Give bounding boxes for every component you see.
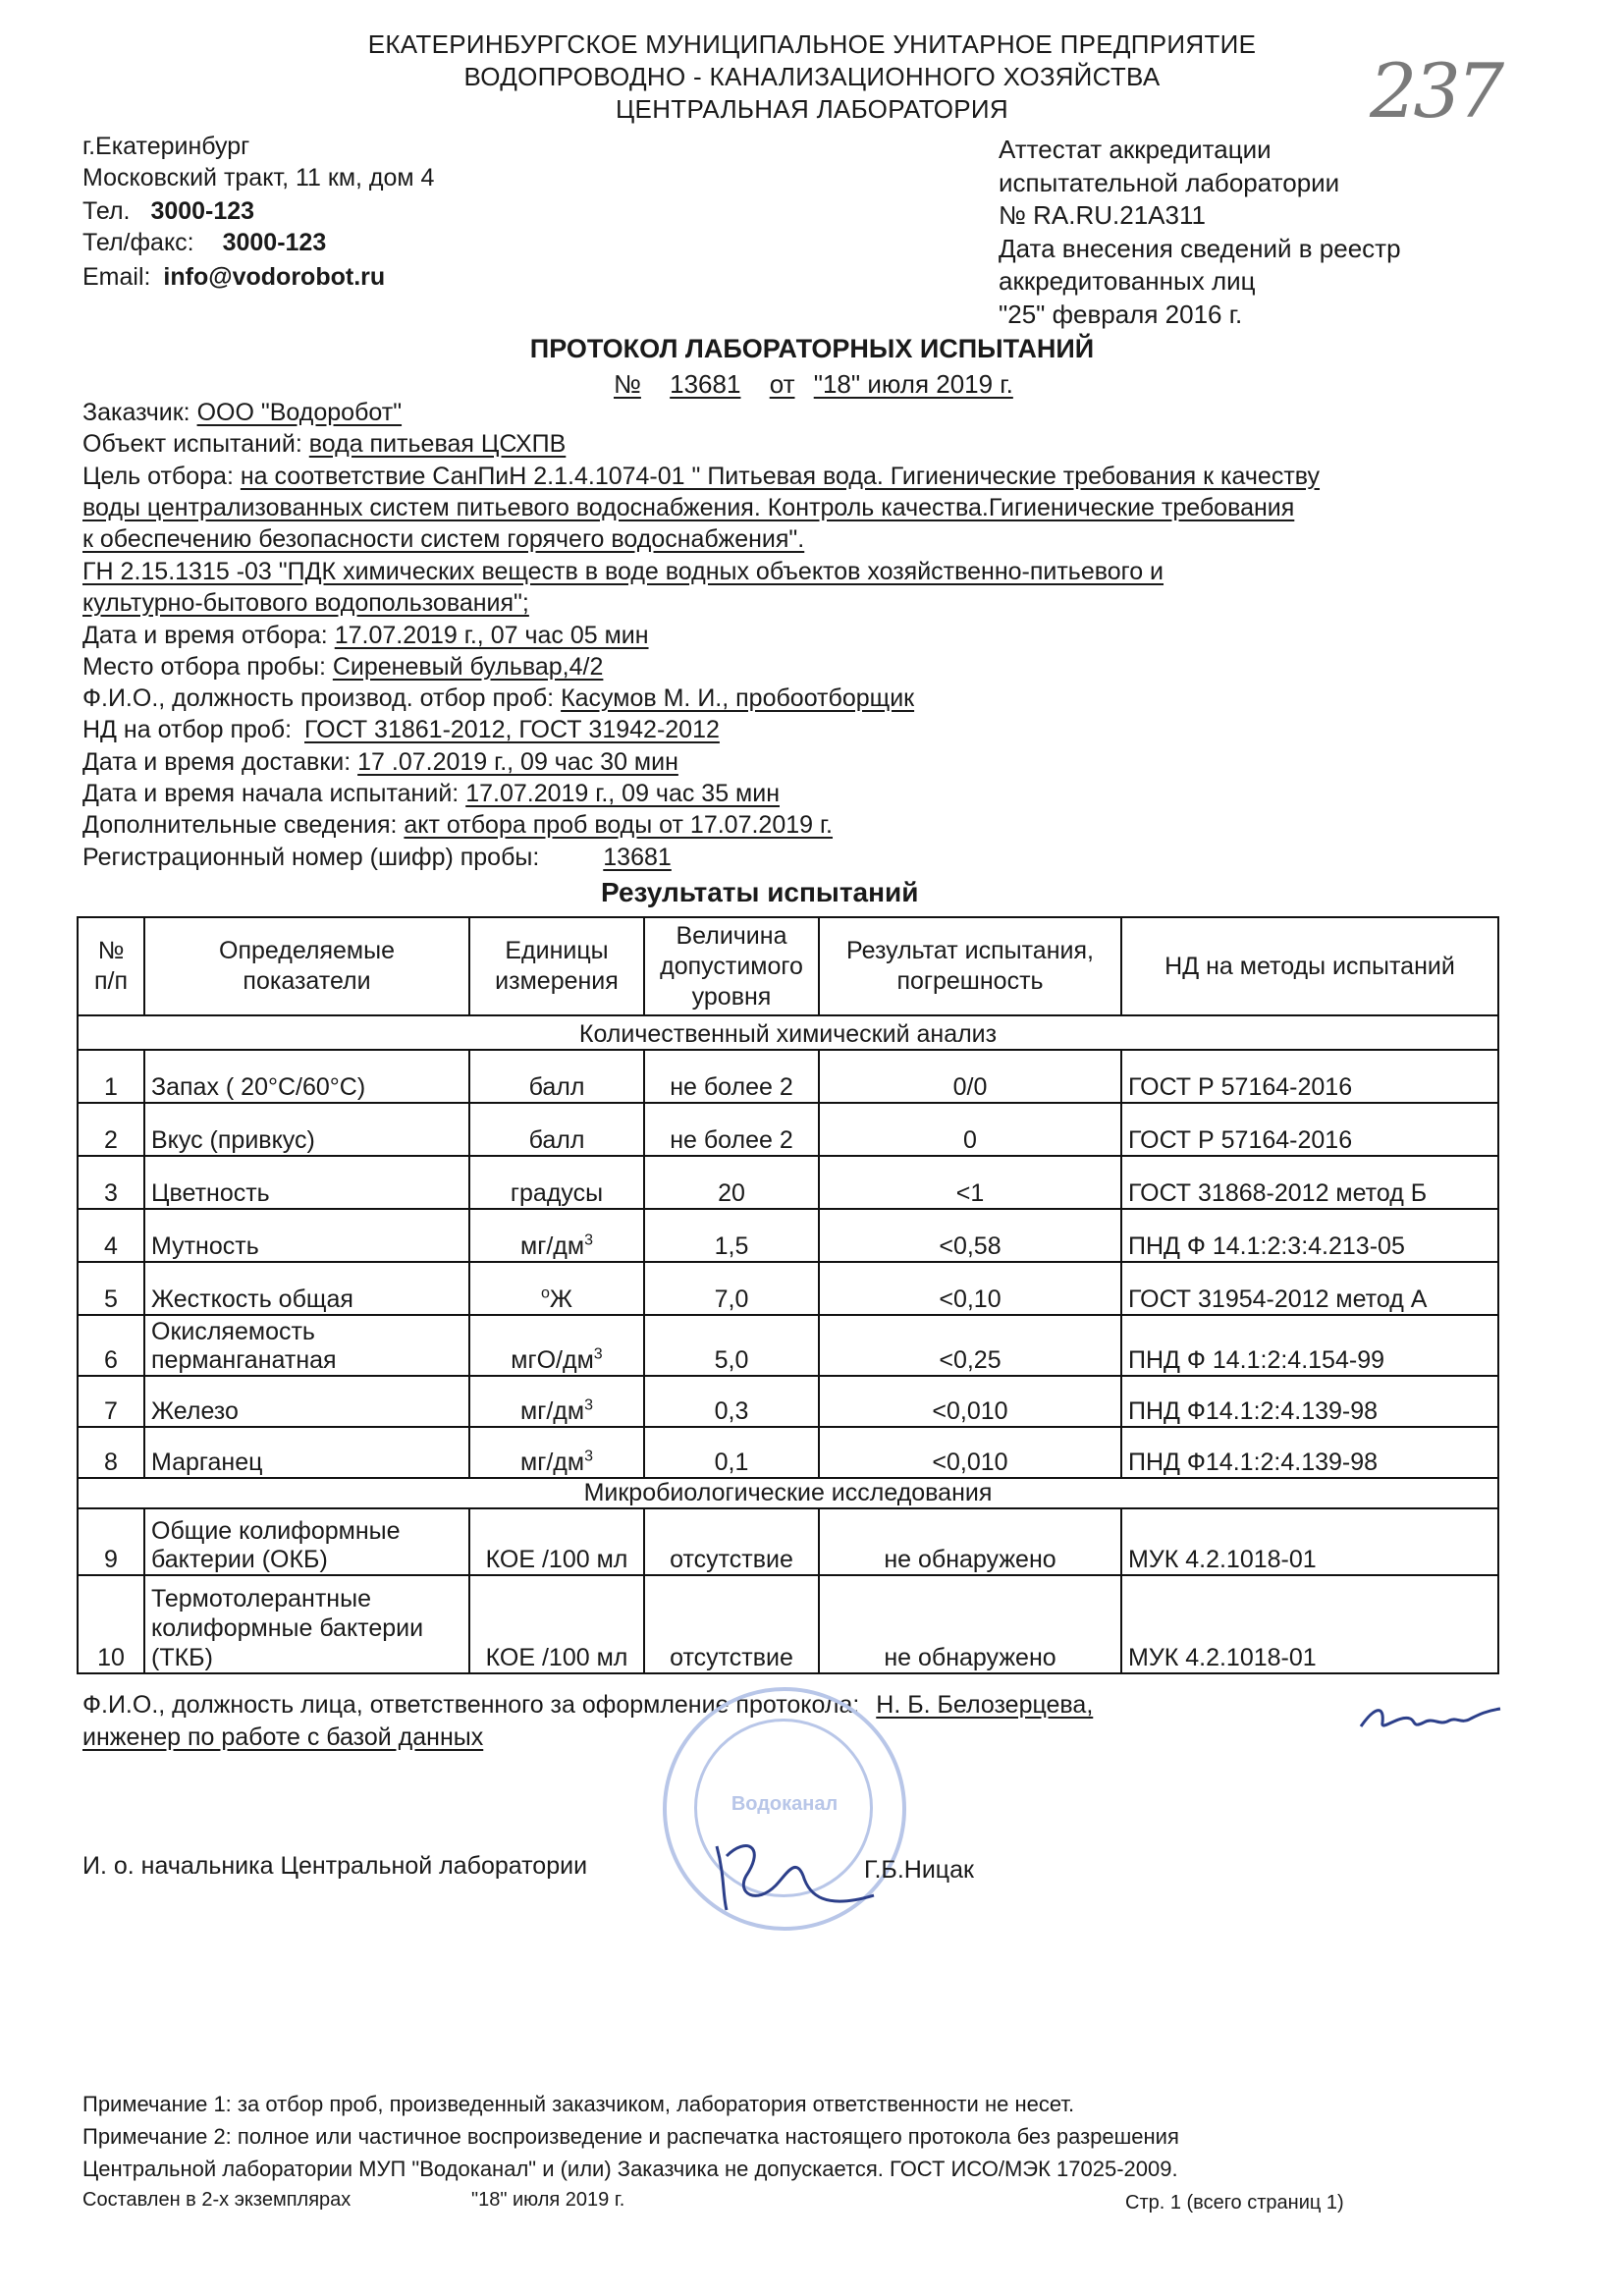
extra-info-label: Дополнительные сведения:: [82, 811, 398, 839]
cell-result: <0,10: [819, 1262, 1121, 1315]
customer-line: [82, 399, 402, 427]
cell-method: ПНД Ф 14.1:2:3:4.213-05: [1121, 1209, 1498, 1262]
col-header-method: НД на методы испытаний: [1121, 917, 1498, 1015]
sampling-place-line: [82, 653, 603, 682]
email-value: info@vodorobot.ru: [163, 263, 386, 291]
cell-limit: не более 2: [644, 1050, 819, 1103]
contact-address: Московский тракт, 11 км, дом 4: [82, 164, 435, 191]
contact-email: [82, 263, 385, 292]
table-row: [78, 1376, 1498, 1427]
cell-parameter: Окисляемость перманганатная: [144, 1315, 469, 1376]
table-row: [78, 1262, 1498, 1315]
cell-result: <0,010: [819, 1376, 1121, 1427]
cell-parameter: Железо: [144, 1376, 469, 1427]
cell-parameter: Запах ( 20°С/60°С): [144, 1050, 469, 1103]
sampling-place-label: Место отбора пробы:: [82, 653, 326, 681]
cell-result: 0/0: [819, 1050, 1121, 1103]
col-header-parameter: Определяемые показатели: [144, 917, 469, 1015]
sampling-place-value: Сиреневый бульвар,4/2: [332, 653, 604, 681]
customer-label: Заказчик:: [82, 399, 190, 426]
protocol-title: ПРОТОКОЛ ЛАБОРАТОРНЫХ ИСПЫТАНИЙ: [529, 334, 1095, 363]
cell-limit: 5,0: [644, 1315, 819, 1376]
cell-limit: 0,3: [644, 1376, 819, 1427]
cell-unit: градусы: [469, 1156, 644, 1209]
cell-limit: не более 2: [644, 1103, 819, 1156]
cell-method: ГОСТ Р 57164-2016: [1121, 1050, 1498, 1103]
fax-label: Тел/факс:: [82, 229, 194, 256]
cell-parameter: Мутность: [144, 1209, 469, 1262]
number-label: №: [614, 369, 641, 399]
purpose-label: Цель отбора:: [82, 463, 234, 490]
cell-num: 3: [78, 1156, 144, 1209]
copies-note: Составлен в 2-х экземплярах: [82, 2189, 352, 2211]
sampler-label: Ф.И.О., должность производ. отбор проб:: [82, 684, 555, 712]
cell-num: 4: [78, 1209, 144, 1262]
reg-number-value: 13681: [603, 844, 672, 871]
fax-value: 3000-123: [222, 229, 327, 256]
col-header-unit: Единицы измерения: [469, 917, 644, 1015]
purpose-text5: культурно-бытового водопользования";: [82, 589, 529, 617]
page-number: Стр. 1 (всего страниц 1): [1125, 2192, 1344, 2214]
responsible-label: Ф.И.О., должность лица, ответственного за оформление протокола:: [82, 1691, 860, 1719]
protocol-number: 13681: [670, 369, 741, 399]
col-header-result: Результат испытания, погрешность: [819, 917, 1121, 1015]
delivery-label: Дата и время доставки:: [82, 748, 352, 776]
email-label: Email:: [82, 263, 151, 291]
cell-method: ГОСТ 31868-2012 метод Б: [1121, 1156, 1498, 1209]
table-header-row: [78, 917, 1498, 1015]
tel-label: Тел.: [82, 197, 131, 225]
tel-value: 3000-123: [150, 197, 255, 225]
cell-result: не обнаружено: [819, 1508, 1121, 1575]
note-2a: Примечание 2: полное или частичное воспроизведение и распечатка настоящего протокола без разрешения: [82, 2124, 1179, 2149]
cell-unit: балл: [469, 1103, 644, 1156]
cell-unit: $мг/дм^3$: [469, 1427, 644, 1478]
responsible-line: [82, 1691, 1211, 1720]
purpose-line1: [82, 463, 1320, 491]
cell-parameter: Марганец: [144, 1427, 469, 1478]
cell-parameter: Термотолерантные колиформные бактерии (ТКБ): [144, 1575, 469, 1673]
cell-num: 1: [78, 1050, 144, 1103]
sampling-datetime-value: 17.07.2019 г., 07 час 05 мин: [334, 622, 649, 649]
head-signature: [687, 1817, 884, 1925]
table-row: [78, 1508, 1498, 1575]
cell-method: ГОСТ Р 57164-2016: [1121, 1103, 1498, 1156]
cell-unit: КОЕ /100 мл: [469, 1508, 644, 1575]
cell-parameter: Вкус (привкус): [144, 1103, 469, 1156]
accreditation-line1: Аттестат аккредитации: [999, 135, 1272, 164]
cell-result: не обнаружено: [819, 1575, 1121, 1673]
accreditation-date: "25" февраля 2016 г.: [999, 300, 1243, 329]
responsible-position: инженер по работе с базой данных: [82, 1723, 484, 1751]
cell-parameter: Жесткость общая: [144, 1262, 469, 1315]
cell-limit: 1,5: [644, 1209, 819, 1262]
delivery-value: 17 .07.2019 г., 09 час 30 мин: [357, 748, 678, 776]
test-start-value: 17.07.2019 г., 09 час 35 мин: [465, 780, 780, 807]
purpose-text3: к обеспечению безопасности систем горячего водоснабжения".: [82, 525, 805, 553]
table-row: [78, 1209, 1498, 1262]
col-header-limit: Величина допустимого уровня: [644, 917, 819, 1015]
col-header-num: № п/п: [78, 917, 144, 1015]
object-value: вода питьевая ЦСХПВ: [308, 430, 567, 458]
nd-sampling-value: ГОСТ 31861-2012, ГОСТ 31942-2012: [304, 716, 720, 743]
cell-method: ПНД Ф14.1:2:4.139-98: [1121, 1376, 1498, 1427]
section-title-chemical: Количественный химический анализ: [78, 1015, 1498, 1050]
results-table: [77, 916, 1499, 1674]
note-2b: Центральной лаборатории МУП "Водоканал" и (или) Заказчика не допускается. ГОСТ ИСО/МЭК 17025-2009.: [82, 2157, 1178, 2181]
contact-fax: [82, 229, 326, 257]
protocol-number-line: [614, 369, 1013, 400]
cell-result: <1: [819, 1156, 1121, 1209]
purpose-text2: воды централизованных систем питьевого водоснабжения. Контроль качества.Гигиенические требования: [82, 494, 1295, 521]
org-name-line2: ВОДОПРОВОДНО - КАНАЛИЗАЦИОННОГО ХОЗЯЙСТВА: [463, 62, 1161, 91]
test-start-line: [82, 780, 780, 808]
cell-num: 8: [78, 1427, 144, 1478]
cell-num: 5: [78, 1262, 144, 1315]
cell-num: 7: [78, 1376, 144, 1427]
section-row-chemical: [78, 1015, 1498, 1050]
cell-parameter: Общие колиформные бактерии (ОКБ): [144, 1508, 469, 1575]
object-line: [82, 430, 566, 459]
footer-date: "18" июля 2019 г.: [471, 2189, 625, 2211]
nd-sampling-label: НД на отбор проб:: [82, 716, 293, 743]
cell-num: 2: [78, 1103, 144, 1156]
cell-parameter: Цветность: [144, 1156, 469, 1209]
accreditation-line2: испытательной лаборатории: [999, 168, 1340, 197]
accreditation-number: № RA.RU.21А311: [999, 200, 1206, 230]
cell-num: 6: [78, 1315, 144, 1376]
cell-method: ГОСТ 31954-2012 метод А: [1121, 1262, 1498, 1315]
reg-number-line: [82, 844, 672, 872]
extra-info-line: [82, 811, 833, 840]
table-row: [78, 1156, 1498, 1209]
cell-limit: отсутствие: [644, 1508, 819, 1575]
table-row: [78, 1103, 1498, 1156]
lab-name: ЦЕНТРАЛЬНАЯ ЛАБОРАТОРИЯ: [616, 94, 1008, 124]
org-name-line1: ЕКАТЕРИНБУРГСКОЕ МУНИЦИПАЛЬНОЕ УНИТАРНОЕ ПРЕДПРИЯТИЕ: [367, 29, 1257, 59]
table-row: [78, 1050, 1498, 1103]
date-label: от: [769, 369, 795, 399]
protocol-date: "18" июля 2019 г.: [813, 369, 1013, 399]
reg-number-label: Регистрационный номер (шифр) пробы:: [82, 844, 540, 871]
head-name: Г.Б.Ницак: [864, 1856, 974, 1884]
cell-result: 0: [819, 1103, 1121, 1156]
cell-num: 10: [78, 1575, 144, 1673]
contact-city: г.Екатеринбург: [82, 133, 250, 160]
cell-method: ПНД Ф 14.1:2:4.154-99: [1121, 1315, 1498, 1376]
purpose-text1: на соответствие СанПиН 2.1.4.1074-01 " Питьевая вода. Гигиенические требования к качеству: [240, 463, 1321, 490]
cell-method: МУК 4.2.1018-01: [1121, 1508, 1498, 1575]
cell-limit: 7,0: [644, 1262, 819, 1315]
extra-info-value: акт отбора проб воды от 17.07.2019 г.: [404, 811, 834, 839]
cell-unit: мгО/$дм^3$: [469, 1315, 644, 1376]
cell-unit: $мг/дм^3$: [469, 1376, 644, 1427]
cell-method: ПНД Ф14.1:2:4.139-98: [1121, 1427, 1498, 1478]
cell-result: <0,010: [819, 1427, 1121, 1478]
cell-method: МУК 4.2.1018-01: [1121, 1575, 1498, 1673]
cell-unit: $^о$Ж: [469, 1262, 644, 1315]
cell-unit: балл: [469, 1050, 644, 1103]
section-row-micro: [78, 1478, 1498, 1508]
sampling-datetime-label: Дата и время отбора:: [82, 622, 328, 649]
nd-sampling-line: [82, 716, 720, 744]
table-row: [78, 1315, 1498, 1376]
cell-unit: $мг/дм^3$: [469, 1209, 644, 1262]
customer-value: ООО "Водоробот": [196, 399, 403, 426]
sampler-line: [82, 684, 914, 713]
cell-unit: КОЕ /100 мл: [469, 1575, 644, 1673]
section-title-micro: Микробиологические исследования: [78, 1478, 1498, 1508]
responsible-signature: [1355, 1697, 1512, 1736]
cell-limit: 20: [644, 1156, 819, 1209]
responsible-name: Н. Б. Белозерцева,: [876, 1691, 1094, 1719]
accreditation-line4: Дата внесения сведений в реестр: [999, 234, 1401, 263]
contact-tel: [82, 197, 254, 226]
cell-num: 9: [78, 1508, 144, 1575]
object-label: Объект испытаний:: [82, 430, 302, 458]
head-label: И. о. начальника Центральной лаборатории: [82, 1852, 588, 1880]
sampler-value: Касумов М. И., пробоотборщик: [561, 684, 915, 712]
table-row: [78, 1427, 1498, 1478]
sampling-datetime-line: [82, 622, 649, 650]
test-start-label: Дата и время начала испытаний:: [82, 780, 460, 807]
stamp-text: Водоканал: [731, 1793, 839, 1815]
delivery-line: [82, 748, 678, 777]
note-1: Примечание 1: за отбор проб, произведенный заказчиком, лаборатория ответственности не несет.: [82, 2092, 1075, 2116]
cell-result: <0,25: [819, 1315, 1121, 1376]
accreditation-line5: аккредитованных лиц: [999, 266, 1256, 296]
table-row: [78, 1575, 1498, 1673]
purpose-text4: ГН 2.15.1315 -03 "ПДК химических веществ в воде водных объектов хозяйственно-питьевого и: [82, 558, 1164, 585]
cell-limit: отсутствие: [644, 1575, 819, 1673]
handwritten-number: 237: [1370, 47, 1501, 135]
results-title: Результаты испытаний: [601, 877, 919, 907]
cell-limit: 0,1: [644, 1427, 819, 1478]
cell-result: <0,58: [819, 1209, 1121, 1262]
